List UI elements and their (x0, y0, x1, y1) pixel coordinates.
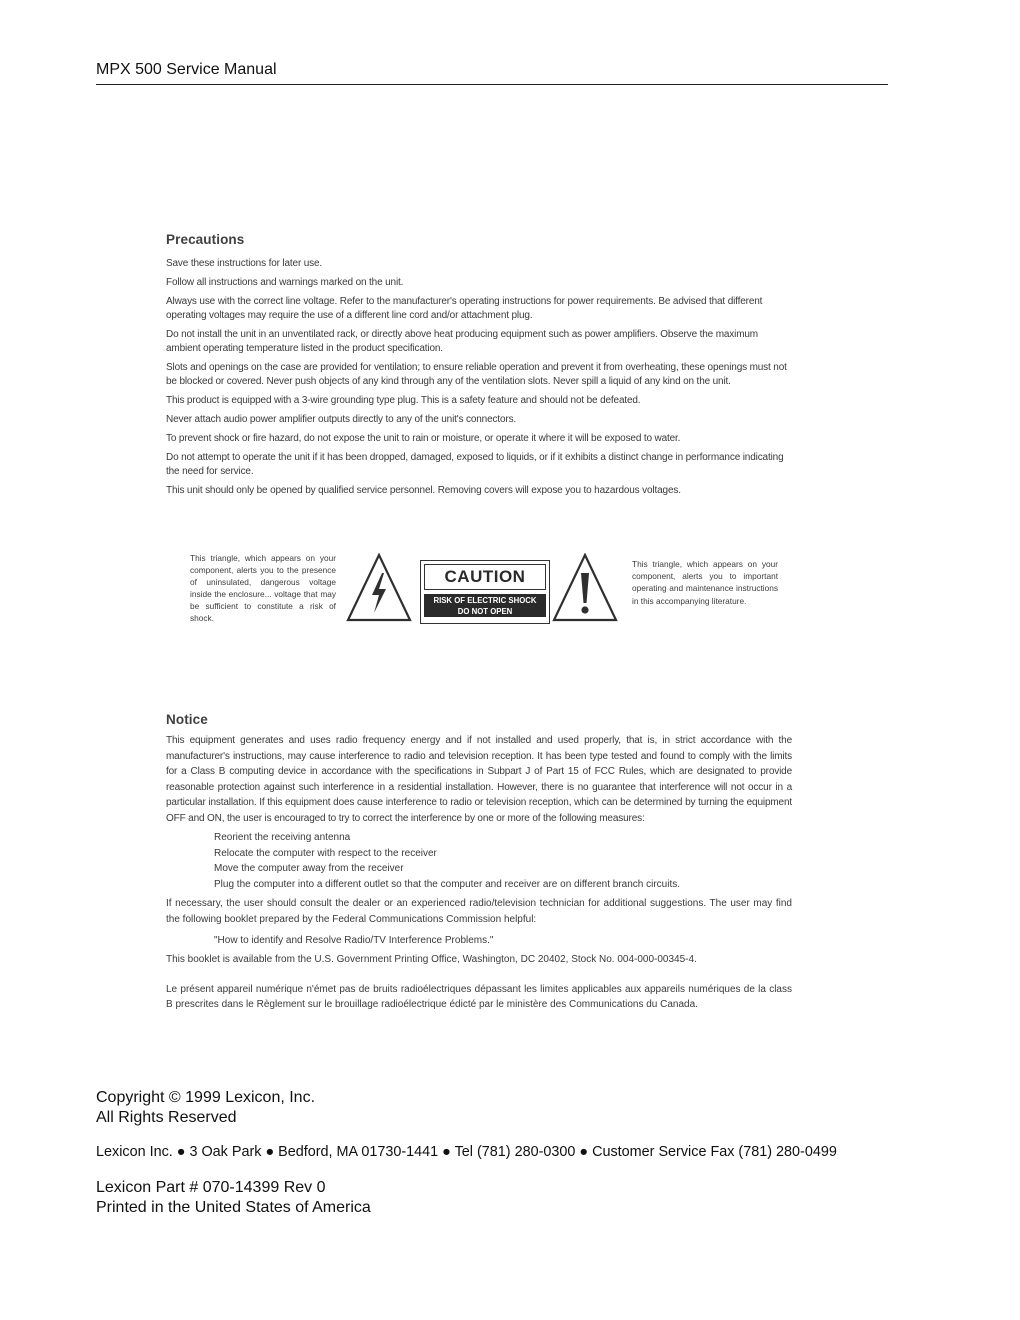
instructions-warning-text: This triangle, which appears on your component, alerts you to important operating and maintenance instructions in this accompanying literature. (632, 559, 778, 606)
notice-heading: Notice (166, 712, 208, 727)
notice-paragraph: This booklet is available from the U.S. Government Printing Office, Washington, DC 20402, Stock No. 004-000-00345-4. (166, 954, 697, 965)
notice-paragraph: This equipment generates and uses radio frequency energy and if not installed and used properly, that is, in strict accordance with the manufacturer's instructions, may cause interference to radio and television reception. It has been type tested and found to comply with the limits for a Class B computing device in accordance with the specifications in Subpart J of Part 15 of FCC Rules, which are designated to provide reasonable protection against such interference in a residential installation. However, there is no guarantee that interference will not occur in a particular installation. If this equipment does cause interference to radio or television reception, which can be determined by turning the equipment OFF and ON, the user is encouraged to try to correct the interference by one or more of the following measures: (166, 735, 792, 824)
company-address: Lexicon Inc. ● 3 Oak Park ● Bedford, MA 01730-1441 ● Tel (781) 280-0300 ● Customer Service Fax (781) 280-0499 (96, 1144, 837, 1160)
lightning-triangle-icon (346, 553, 412, 623)
copyright-line: Copyright © 1999 Lexicon, Inc. (96, 1089, 316, 1106)
exclamation-triangle-icon (552, 553, 618, 623)
booklet-title: "How to identify and Resolve Radio/TV Interference Problems." (214, 935, 494, 946)
precaution-item: Save these instructions for later use. (166, 258, 323, 269)
part-info-block (96, 1178, 371, 1218)
caution-label (420, 560, 550, 624)
precaution-item: This unit should only be opened by qualified service personnel. Removing covers will expose you to hazardous voltages. (166, 485, 681, 496)
precaution-item: Follow all instructions and warnings marked on the unit. (166, 277, 404, 288)
warning-symbols-row (166, 550, 792, 635)
page-title: MPX 500 Service Manual (96, 61, 277, 78)
scanned-safety-page (166, 232, 792, 1010)
measure-item: Relocate the computer with respect to the receiver (214, 847, 437, 859)
caution-title: CAUTION (424, 564, 546, 590)
precaution-item: Do not install the unit in an unventilated rack, or directly above heat producing equipment such as power amplifiers. Observe the maximum ambient operating temperature listed in the product specification. (166, 329, 758, 354)
caution-subtext (424, 594, 546, 617)
notice-paragraph: If necessary, the user should consult the dealer or an experienced radio/television technician for additional suggestions. The user may find the following booklet prepared by the Federal Communications Commission helpful: (166, 898, 792, 925)
precaution-item: Do not attempt to operate the unit if it has been dropped, damaged, exposed to liquids, or if it exhibits a distinct change in performance indicating the need for service. (166, 452, 784, 477)
precaution-item: Never attach audio power amplifier outputs directly to any of the unit's connectors. (166, 414, 517, 425)
part-number: Lexicon Part # 070-14399 Rev 0 (96, 1179, 326, 1196)
precaution-item: Slots and openings on the case are provided for ventilation; to ensure reliable operation and prevent it from overheating, these openings must not be blocked or covered. Never push objects of any kind through any of the ventilation slots. Never spill a liquid of any kind on the unit. (166, 362, 787, 387)
precautions-heading: Precautions (166, 232, 245, 247)
precautions-list (166, 257, 792, 498)
precaution-item: Always use with the correct line voltage. Refer to the manufacturer's operating instructions for power requirements. Be advised that different operating voltages may require the use of a different line cord and/or attachment plug. (166, 296, 763, 321)
rights-line: All Rights Reserved (96, 1109, 237, 1126)
caution-line-1: RISK OF ELECTRIC SHOCK (433, 596, 537, 605)
notice-section (166, 712, 792, 1013)
page-header (96, 60, 888, 85)
canada-notice: Le présent appareil numérique n'émet pas de bruits radioélectriques dépassant les limites applicables aux appareils numériques de la class B prescrites dans le Règlement sur le brouillage radioélectrique édicté par le ministère des Communications du Canada. (166, 983, 792, 1010)
measure-item: Reorient the receiving antenna (214, 832, 351, 843)
precaution-item: To prevent shock or fire hazard, do not expose the unit to rain or moisture, or operate it where it will be exposed to water. (166, 433, 681, 444)
measure-item: Plug the computer into a different outlet so that the computer and receiver are on different branch circuits. (214, 878, 681, 890)
measure-item: Move the computer away from the receiver (214, 863, 404, 874)
measures-list (214, 830, 792, 892)
copyright-block (96, 1088, 315, 1128)
precaution-item: This product is equipped with a 3-wire grounding type plug. This is a safety feature and should not be defeated. (166, 395, 641, 406)
printed-in: Printed in the United States of America (96, 1199, 371, 1216)
caution-line-2: DO NOT OPEN (457, 607, 513, 616)
shock-warning-text: This triangle, which appears on your component, alerts you to the presence of uninsulated, dangerous voltage inside the enclosure... voltage that may be sufficient to constitute a risk of shock. (190, 553, 336, 623)
